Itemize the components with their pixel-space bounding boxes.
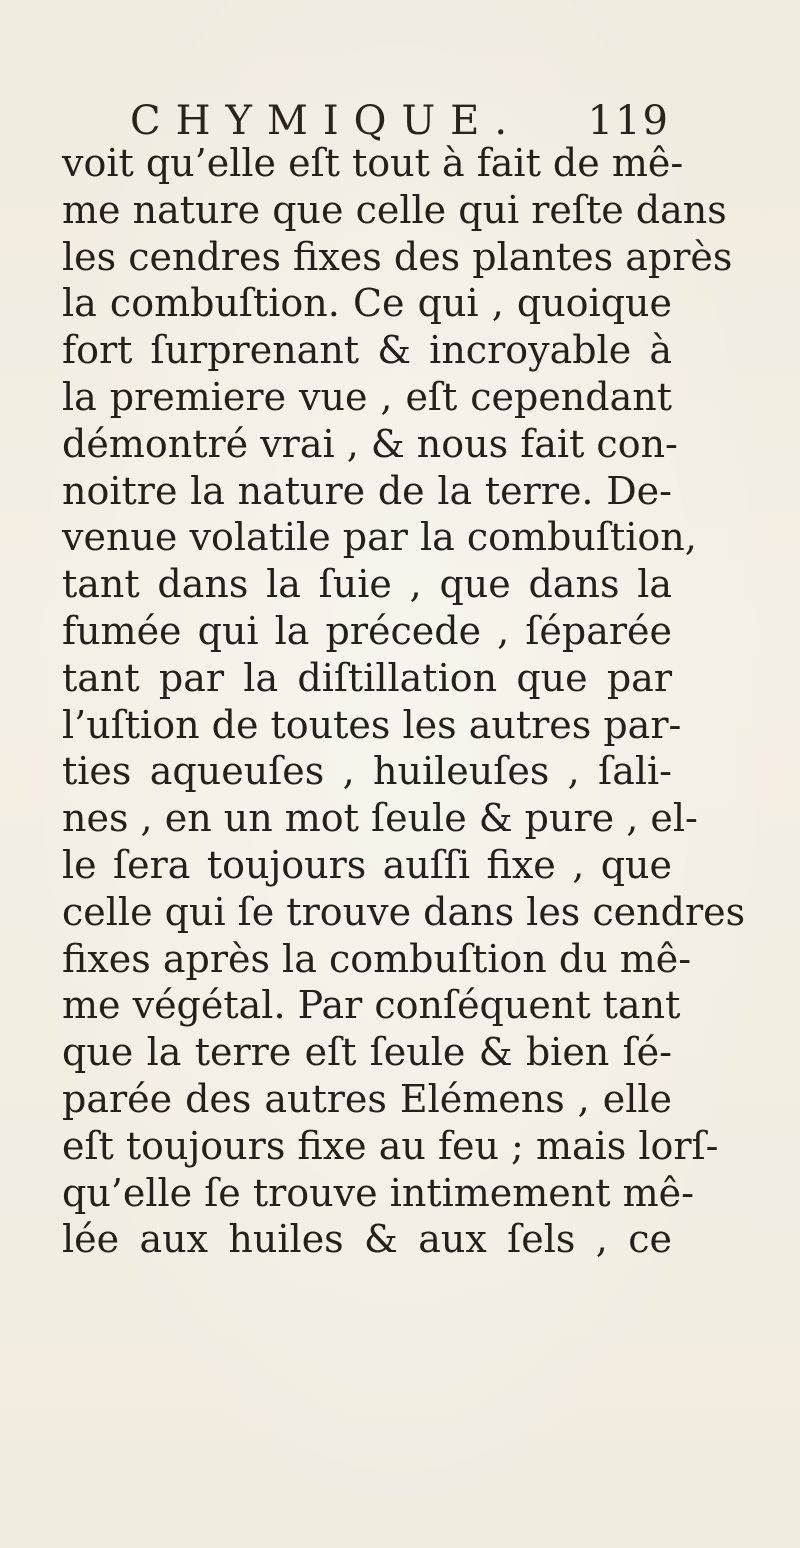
text-line: que la terre eſt ſeule & bien ſé- bbox=[62, 1030, 672, 1075]
text-line: voit qu’elle eſt tout à fait de mê- bbox=[62, 141, 684, 185]
text-line: me nature que celle qui reſte dans bbox=[62, 187, 727, 232]
text-line: ties aqueuſes , huileuſes , ſali- bbox=[62, 749, 672, 794]
text-line: le ſera toujours auſſi fixe , que bbox=[62, 842, 672, 887]
text-line: démontré vrai , & nous fait con- bbox=[62, 421, 678, 466]
text-line: l’uſtion de toutes les autres par- bbox=[62, 702, 682, 747]
text-line: fumée qui la précede , ſéparée bbox=[62, 608, 672, 653]
text-line: tant dans la ſuie , que dans la bbox=[62, 562, 672, 607]
text-line: parée des autres Elémens , elle bbox=[62, 1076, 672, 1121]
page-number: 119 bbox=[587, 98, 670, 144]
text-line: celle qui ſe trouve dans les cendres bbox=[62, 889, 746, 934]
text-line: eſt toujours fixe au feu ; mais lorſ- bbox=[62, 1123, 719, 1168]
text-line: lée aux huiles & aux ſels , ce bbox=[62, 1217, 672, 1262]
text-line: qu’elle ſe trouve intimement mê- bbox=[62, 1170, 694, 1215]
text-line: la combuſtion. Ce qui , quoique bbox=[62, 281, 672, 326]
text-line: venue volatile par la combuſtion, bbox=[62, 515, 697, 560]
text-line: tant par la diſtillation que par bbox=[62, 655, 672, 700]
text-line: me végétal. Par conſéquent tant bbox=[62, 983, 681, 1028]
text-line: les cendres fixes des plantes après bbox=[62, 234, 733, 279]
body-text bbox=[62, 140, 746, 1263]
text-line: nes , en un mot ſeule & pure , el- bbox=[62, 796, 698, 841]
running-head bbox=[130, 96, 670, 146]
running-title: CHYMIQUE. bbox=[130, 98, 523, 144]
text-line: fixes après la combuſtion du mê- bbox=[62, 936, 692, 981]
text-line: noitre la nature de la terre. De- bbox=[62, 468, 672, 513]
text-line: la premiere vue , eſt cependant bbox=[62, 374, 672, 419]
text-line: fort ſurprenant & incroyable à bbox=[62, 328, 672, 373]
